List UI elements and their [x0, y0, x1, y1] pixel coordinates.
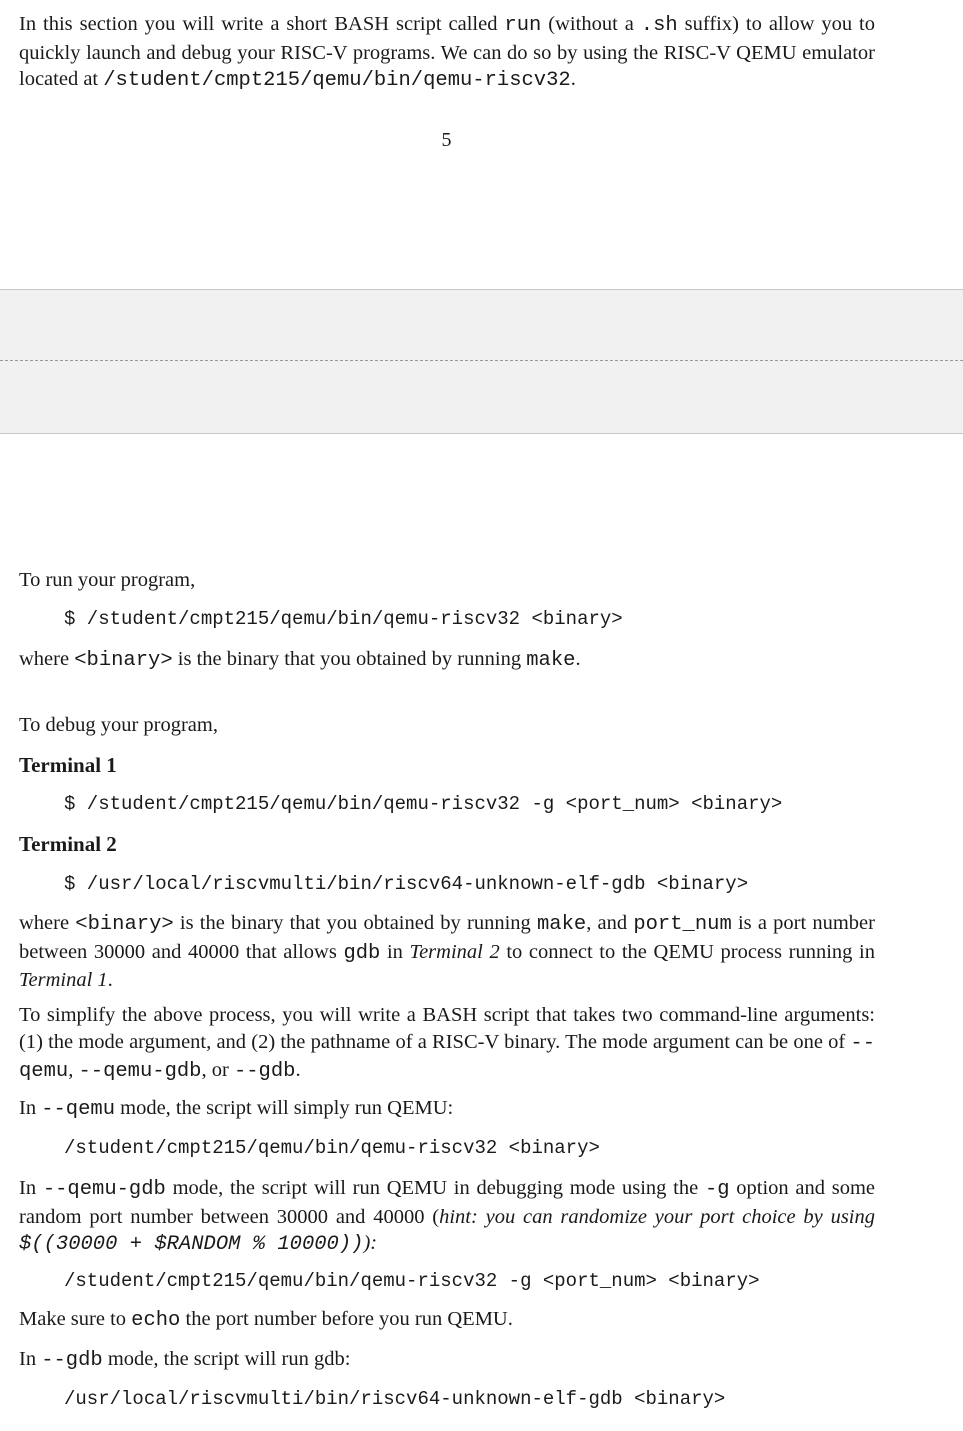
terminal-2-command: $ /usr/local/riscvmulti/bin/riscv64-unknown-elf-gdb <binary> — [64, 873, 749, 895]
run-intro: To run your program, — [19, 569, 196, 591]
intro-paragraph: In this section you will write a short BASH script called run (without a .sh suffix) to allow you to quickly launch and debug your RISC-V programs. We can do so by using the RISC-V QEMU emulator located at /student/cmpt215/qemu/bin/qemu-riscv32. — [19, 13, 875, 92]
terminal-1-heading: Terminal 1 — [19, 753, 117, 777]
gdb-mode-command: /usr/local/riscvmulti/bin/riscv64-unknown-elf-gdb <binary> — [64, 1388, 726, 1410]
cut-off-text-line — [19, 1418, 879, 1431]
debug-where-paragraph: where <binary> is the binary that you obtained by running make, and port_num is a port number between 30000 and 40000 that allows gdb in Terminal 2 to connect to the QEMU process running in Terminal 1. — [19, 912, 875, 991]
qemu-gdb-mode-paragraph: In --qemu-gdb mode, the script will run QEMU in debugging mode using the -g option and some random port number between 30000 and 40000 (hint: you can randomize your port choice by using $((30000 + $RANDOM % 10000))): — [19, 1177, 876, 1256]
code-run: run — [504, 14, 542, 37]
page-separator — [0, 289, 963, 434]
run-command: $ /student/cmpt215/qemu/bin/qemu-riscv32 <binary> — [64, 608, 623, 630]
run-where-text: where <binary> is the binary that you obtained by running make. — [19, 648, 581, 672]
code-qemu-path: /student/cmpt215/qemu/bin/qemu-riscv32 — [103, 69, 571, 92]
page-break-line — [0, 360, 963, 361]
gdb-mode-text: In --gdb mode, the script will run gdb: — [19, 1348, 351, 1372]
qemu-mode-text: In --qemu mode, the script will simply run QEMU: — [19, 1097, 454, 1121]
qemu-mode-command: /student/cmpt215/qemu/bin/qemu-riscv32 <binary> — [64, 1137, 600, 1159]
code-sh: .sh — [640, 14, 678, 37]
page-number: 5 — [441, 129, 452, 151]
qemu-gdb-mode-command: /student/cmpt215/qemu/bin/qemu-riscv32 -g <port_num> <binary> — [64, 1270, 760, 1292]
terminal-1-command: $ /student/cmpt215/qemu/bin/qemu-riscv32 -g <port_num> <binary> — [64, 793, 783, 815]
debug-intro: To debug your program, — [19, 714, 218, 736]
terminal-2-heading: Terminal 2 — [19, 832, 117, 856]
echo-instruction: Make sure to echo the port number before you run QEMU. — [19, 1308, 513, 1332]
simplify-paragraph: To simplify the above process, you will write a BASH script that takes two command-line arguments: (1) the mode argument, and (2) the pathname of a RISC-V binary. The mode argument can be one of --qemu, --qemu-gdb, or --gdb. — [19, 1004, 875, 1083]
